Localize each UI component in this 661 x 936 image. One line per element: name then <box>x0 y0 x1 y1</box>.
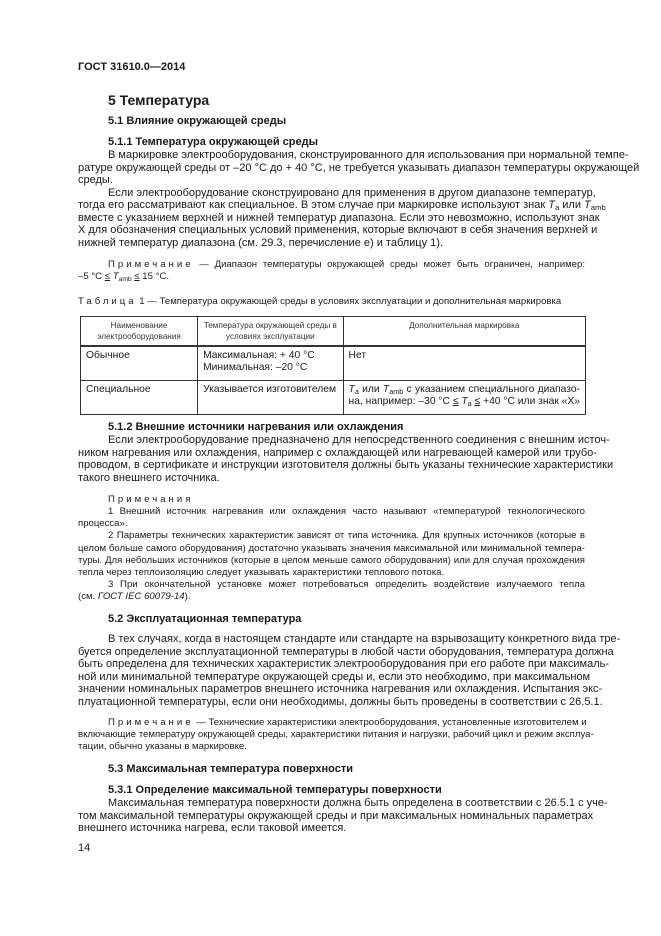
text-line: 2 Параметры технических характеристик зависят от типа источника. Для крупных источников (которые в <box>108 530 585 542</box>
table-cell-marking <box>343 380 585 414</box>
text-line: –5 $^\circ С \le T_{amb} \le 15$ °С. <box>78 271 170 284</box>
text-line: нижней температур диапазона (см. 29.3, перечисление е) и таблицу 1). <box>78 236 444 249</box>
paragraph <box>78 797 608 835</box>
text-line: В тех случаях, когда в настоящем стандарте или стандарте на взрывозащиту конкретного вида тре- <box>108 633 621 645</box>
text-line: 1 Внешний источник нагревания или охлаждения часто называют «температурой технологического <box>108 506 585 517</box>
section-5-1-1-body <box>78 149 640 249</box>
text-line: Таблица 1 — Температура окружающей среды в условиях эксплуатации и дополнительная маркировка <box>78 296 562 307</box>
section-5-title: 5 Температура <box>108 92 210 108</box>
paragraph <box>78 434 614 484</box>
paragraph <box>78 296 585 308</box>
table-cell-temperature <box>198 380 343 414</box>
section-5-2-body <box>78 633 621 708</box>
section-5-1-2-body <box>78 434 614 484</box>
temperature-symbol: $T_a$ <box>461 395 472 408</box>
text-line: внешнего источника нагрева, если таковой имеется. <box>78 822 347 834</box>
table-header-equipment: Наименование электрооборудования <box>81 317 198 347</box>
text-line: вместе с указанием верхней и нижней температур диапазона. Если это невозможно, используют знак <box>78 211 600 224</box>
reference: ГОСТ IEC 60079-14 <box>97 591 185 603</box>
text-line: включающие температуру окружающей среды, характеристики питания и нагрузки, рабочий цикл и режим эксплуа- <box>78 729 594 741</box>
temperature-symbol: $T_a$ <box>348 383 359 396</box>
temperature-symbol: $T_{amb}$ <box>382 383 404 396</box>
text-line: тепла через теплоизоляцию следует указывать характеристики теплового потока. <box>78 567 445 579</box>
paragraph <box>349 350 580 362</box>
paragraph <box>78 717 594 754</box>
text-line: ратуре окружающей среды от –20 °С до + 40 °С, не требуется указывать диапазон температуры окружающей <box>78 161 640 174</box>
text-line: Указывается изготовителем <box>203 383 337 395</box>
text-line: Максимальная температура поверхности должна быть определена в соответствии с 26.5.1 с уче- <box>108 797 608 809</box>
table-cell-equipment: Обычное <box>81 346 198 380</box>
table-cell-equipment: Специальное <box>81 380 198 414</box>
text-line: 3 При окончательной установке может потребоваться определить воздействие излучаемого тепла <box>108 579 585 591</box>
section-5-1-2-title: 5.1.2 Внешние источники нагревания или охлаждения <box>108 421 404 433</box>
text-line: среды. <box>78 174 113 186</box>
text-line: ником нагревания или охлаждения, например с охлаждающей или нагревающей камерой или трубо- <box>78 446 597 459</box>
text-line: том максимальной температуры окружающей среды и при максимальных номинальных параметрах <box>78 809 594 822</box>
text-line: Если электрооборудование сконструировано для применения в другом диапазоне температур, <box>108 186 596 199</box>
temperature-symbol: $T_{amb}$ <box>584 199 606 212</box>
table-header-temperature: Температура окружающей среды в условиях эксплуатации <box>198 317 343 347</box>
text-line: Примечание — Технические характеристики электрооборудования, установленные изготовителем и <box>108 717 587 728</box>
section-5-2-note <box>78 717 594 754</box>
paragraph <box>78 633 621 708</box>
text-line: $T_a$ или $T_{amb}$ с указанием специального диапазо- <box>348 383 581 396</box>
text-line: (см. ГОСТ IEC 60079-14). <box>78 591 191 603</box>
text-line: тогда его рассматривают как специальное. В этом случае при маркировке используют знак $T_a$ или $T_{amb}$ <box>78 199 606 212</box>
text-line: Х для обозначения специальных условий применения, которые включают в себя значения верхней и <box>78 224 598 236</box>
section-5-2-title: 5.2 Эксплуатационная температура <box>108 613 302 625</box>
text-line: Примечание — Диапазон температуры окружающей среды может быть ограничен, например: <box>108 259 585 270</box>
page-number: 14 <box>78 842 91 854</box>
section-5-1-title: 5.1 Влияние окружающей среды <box>108 115 287 127</box>
temperature-symbol: $T_{amb}$ <box>112 271 132 284</box>
table-row <box>81 380 586 414</box>
text-line: Нет <box>348 350 367 361</box>
text-line: Максимальная: + 40 °С <box>203 350 315 361</box>
text-line: тации, обычно указаны в маркировке. <box>78 741 247 753</box>
table-1 <box>80 316 586 415</box>
paragraph <box>349 384 580 408</box>
paragraph <box>78 186 606 250</box>
section-5-1-1-note <box>78 259 585 283</box>
note-label: Примечание <box>108 717 194 728</box>
note-label: Таблица <box>78 296 137 307</box>
paragraph <box>203 350 337 374</box>
notes-heading: Примечания <box>108 494 194 505</box>
text-line: проводом, в сертификате и инструкции изготовителя должны быть указаны технические характеристики <box>78 459 614 471</box>
paragraph <box>78 149 640 187</box>
table-cell-temperature <box>198 346 343 380</box>
paragraph <box>78 579 585 603</box>
text-line: Минимальная: –20 °С <box>203 362 308 373</box>
text-line: туры. Для небольших источников (которые в целом меньше самого оборудования) или для случая прохождения <box>78 554 585 566</box>
text-line: ной или минимальной температуре окружающей среды и, если это необходимо, при максимальном <box>78 670 591 683</box>
less-or-equal-sign: ≤ <box>104 271 111 283</box>
less-or-equal-sign: ≤ <box>452 395 459 407</box>
note-label: Примечание <box>108 259 194 270</box>
table-cell-marking <box>343 346 585 380</box>
text-line: Если электрооборудование предназначено для непосредственного соединения с внешним источ- <box>108 434 610 446</box>
temperature-symbol: $T_a$ <box>548 199 560 212</box>
paragraph <box>78 259 585 283</box>
paragraph <box>78 506 585 530</box>
text-line: В маркировке электрооборудования, сконструированного для использования при нормальной темпе- <box>108 149 629 161</box>
section-5-1-2-notes <box>78 506 585 604</box>
section-5-3-title: 5.3 Максимальная температура поверхности <box>108 763 353 775</box>
text-line: плуатационной температуры, если они необходимы, должны быть проведены в соответствии с 26.5.1. <box>78 695 603 708</box>
less-or-equal-sign: ≤ <box>474 395 481 407</box>
text-line: значении номинальных параметров внешнего источника нагревания или охлаждения. Испытания экс- <box>78 683 603 695</box>
document-header: ГОСТ 31610.0—2014 <box>78 61 186 73</box>
section-5-3-1-body <box>78 797 608 835</box>
text-line: такого внешнего источника. <box>78 471 220 484</box>
table-row <box>81 346 586 380</box>
table-1-caption <box>78 296 585 308</box>
paragraph <box>78 530 585 579</box>
text-line: быть определена для технических характеристик электрооборудования при его работе при максималь- <box>78 658 610 670</box>
text-line: целом больше самого оборудования) достаточно указывать значения максимальной или минимальной темпера- <box>78 542 585 554</box>
paragraph <box>203 384 337 396</box>
section-5-1-1-title: 5.1.1 Температура окружающей среды <box>108 136 318 148</box>
text-line: процесса». <box>78 518 128 530</box>
section-5-3-1-title: 5.3.1 Определение максимальной температуры поверхности <box>108 784 442 796</box>
less-or-equal-sign: ≤ <box>134 271 140 283</box>
text-line: на, например: –30 $^\circ С \le T_a \le +40$ °С или знак «Х» <box>348 395 580 408</box>
table-header-marking: Дополнительная маркировка <box>343 317 585 347</box>
text-line: буется определение эксплуатационной температуры в любой части оборудования, температура должна <box>78 645 614 658</box>
